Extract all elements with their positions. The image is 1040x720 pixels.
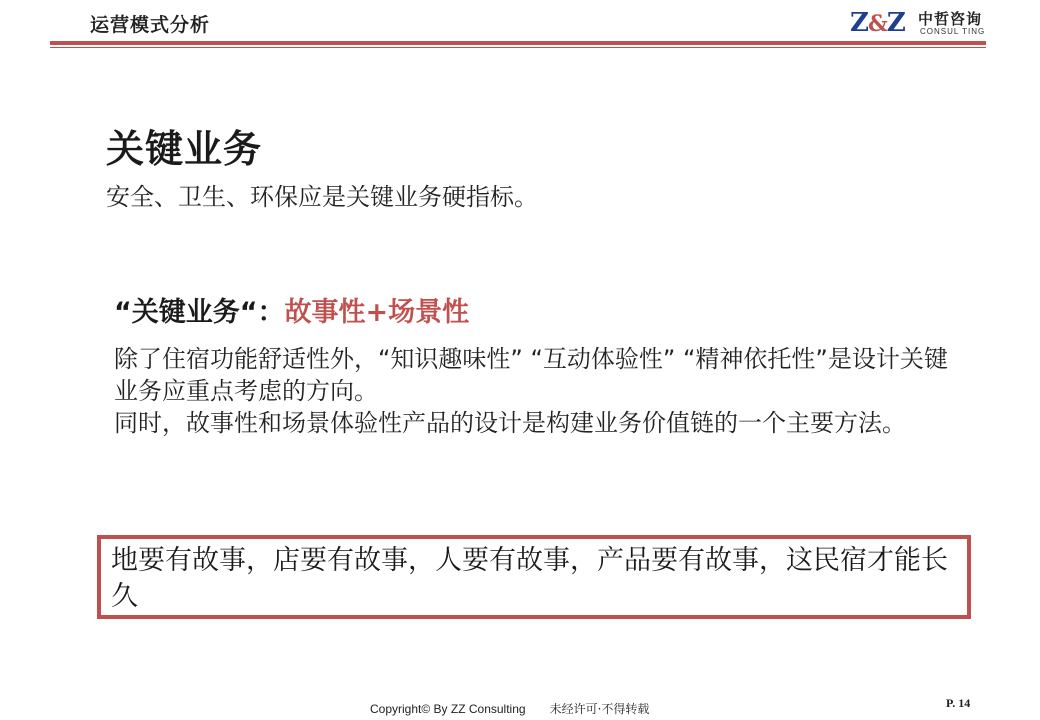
point-heading-accent: 故事性+场景性 [284, 297, 470, 328]
callout-box [97, 535, 971, 619]
company-logo [850, 8, 985, 38]
copyright-notice: 未经许可·不得转载 [549, 702, 650, 716]
header-divider-thin [50, 47, 986, 48]
header-divider [50, 41, 986, 45]
point-body [114, 343, 950, 439]
logo-name-cn: 中哲咨询 [918, 10, 983, 28]
logo-mark: Z&Z [850, 8, 905, 38]
logo-name-en: CONSUL TING [920, 27, 986, 36]
section-title: 关键业务 [106, 127, 263, 171]
point-heading-prefix: “关键业务“： [114, 297, 285, 328]
body-paragraph: 同时，故事性和场景体验性产品的设计是构建业务价值链的一个主要方法。 [114, 409, 906, 437]
copyright-text: Copyright© By ZZ Consulting [370, 702, 526, 716]
page-number: P. 14 [946, 696, 971, 710]
body-paragraph: 除了住宿功能舒适性外，“知识趣味性” “互动体验性” “精神依托性”是设计关键业务应重点考虑的方向。 [114, 345, 948, 405]
section-subtitle: 安全、卫生、环保应是关键业务硬指标。 [106, 183, 538, 211]
callout-text: 地要有故事，店要有故事，人要有故事，产品要有故事，这民宿才能长久 [111, 545, 948, 612]
header-title: 运营模式分析 [90, 14, 211, 36]
point-heading [114, 290, 469, 329]
footer-copyright [370, 700, 649, 717]
